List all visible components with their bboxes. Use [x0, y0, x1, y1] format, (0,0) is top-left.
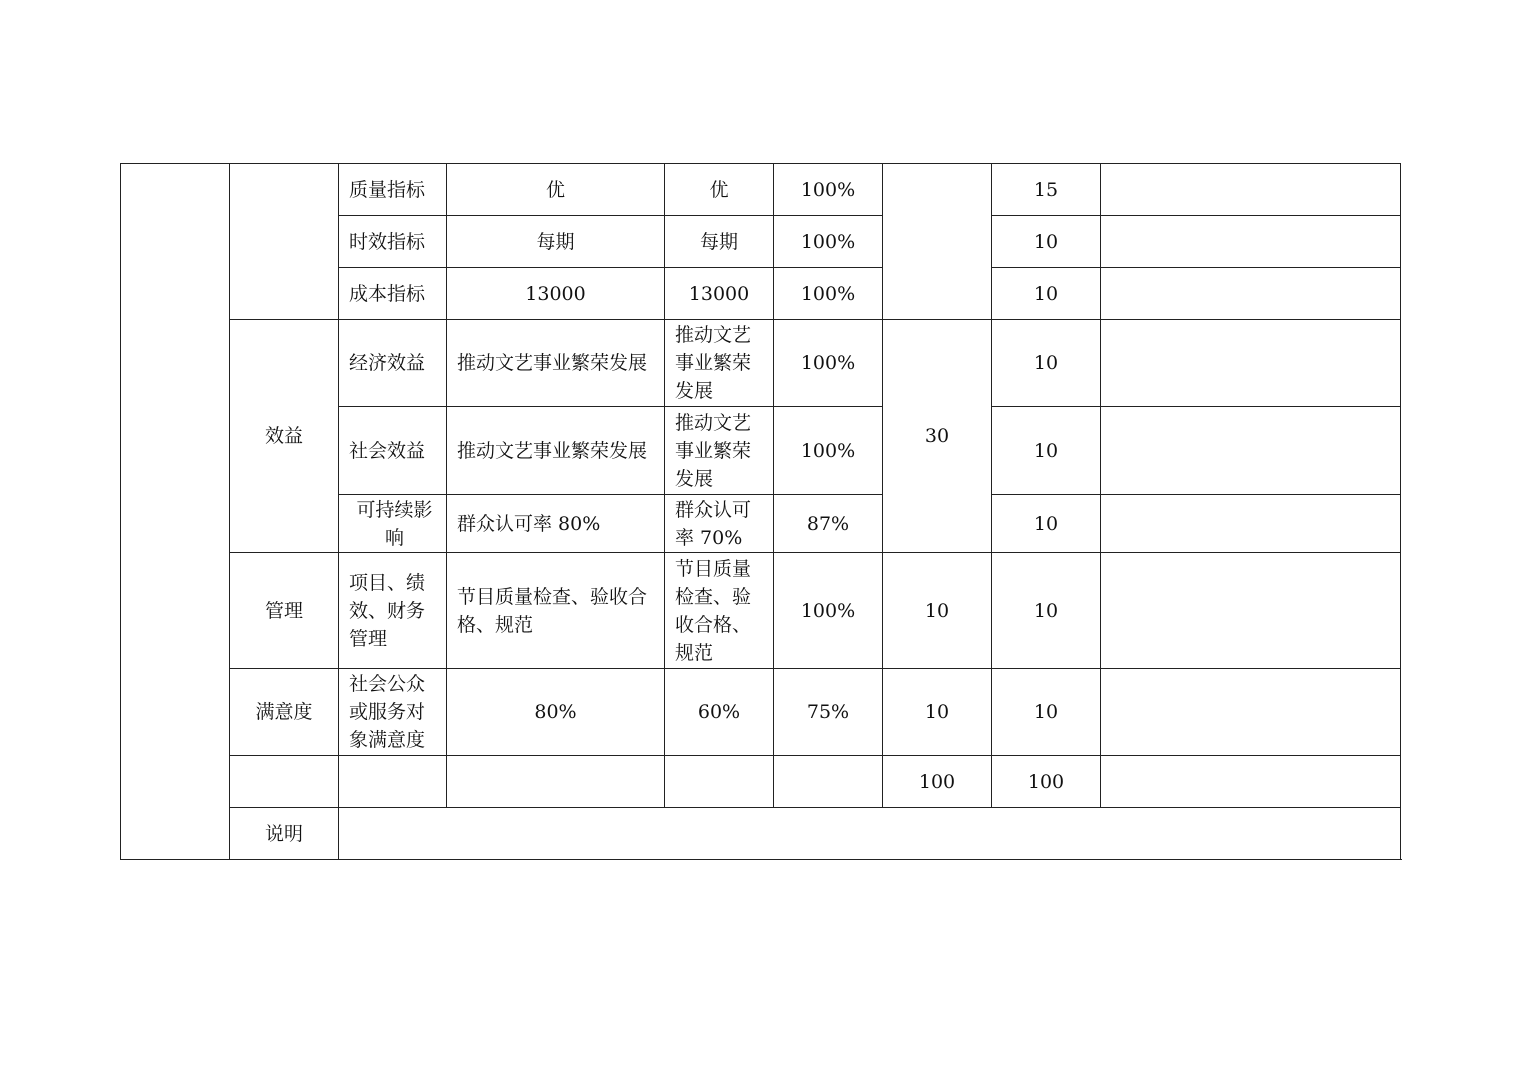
actual-cell: 13000: [665, 268, 774, 320]
weight-cell: 10: [883, 669, 992, 756]
target-cell: 节目质量检查、验收合格、规范: [447, 553, 665, 669]
weight-cell: 30: [883, 320, 992, 553]
indicator-cell: 时效指标: [339, 216, 447, 268]
empty-cell: [230, 756, 339, 808]
empty-cell: [447, 756, 665, 808]
actual-cell: 群众认可率 70%: [665, 495, 774, 553]
indicator-cell: 社会公众或服务对象满意度: [339, 669, 447, 756]
category-cell-output: [230, 164, 339, 320]
weight-cell: 10: [883, 553, 992, 669]
rate-cell: 100%: [774, 320, 883, 407]
remark-cell: [1101, 268, 1401, 320]
total-row: [121, 756, 1401, 808]
score-cell: 10: [992, 268, 1101, 320]
target-cell: 群众认可率 80%: [447, 495, 665, 553]
rate-cell: 100%: [774, 553, 883, 669]
table-row: [121, 553, 1401, 669]
actual-cell: 优: [665, 164, 774, 216]
empty-cell: [665, 756, 774, 808]
total-score-cell: 100: [992, 756, 1101, 808]
score-cell: 10: [992, 407, 1101, 495]
score-cell: 10: [992, 669, 1101, 756]
score-cell: 10: [992, 216, 1101, 268]
score-cell: 10: [992, 495, 1101, 553]
actual-cell: 推动文艺事业繁荣发展: [665, 407, 774, 495]
outer-category-cell: [121, 164, 230, 860]
score-cell: 15: [992, 164, 1101, 216]
remark-cell: [1101, 553, 1401, 669]
target-cell: 每期: [447, 216, 665, 268]
empty-cell: [339, 756, 447, 808]
target-cell: 推动文艺事业繁荣发展: [447, 320, 665, 407]
actual-cell: 推动文艺事业繁荣发展: [665, 320, 774, 407]
note-label: 说明: [230, 808, 339, 860]
target-cell: 推动文艺事业繁荣发展: [447, 407, 665, 495]
category-cell-management: 管理: [230, 553, 339, 669]
indicator-cell: 成本指标: [339, 268, 447, 320]
note-row: [121, 808, 1401, 860]
total-weight-cell: 100: [883, 756, 992, 808]
table-row: [121, 669, 1401, 756]
actual-cell: 节目质量检查、验收合格、规范: [665, 553, 774, 669]
indicator-cell: 项目、绩效、财务管理: [339, 553, 447, 669]
indicator-cell: 社会效益: [339, 407, 447, 495]
performance-evaluation-table: [120, 163, 1401, 860]
category-cell-satisfaction: 满意度: [230, 669, 339, 756]
target-cell: 13000: [447, 268, 665, 320]
remark-cell: [1101, 164, 1401, 216]
remark-cell: [1101, 669, 1401, 756]
remark-cell: [1101, 320, 1401, 407]
target-cell: 优: [447, 164, 665, 216]
category-cell-benefit: 效益: [230, 320, 339, 553]
rate-cell: 87%: [774, 495, 883, 553]
rate-cell: 100%: [774, 216, 883, 268]
weight-cell: [883, 164, 992, 320]
indicator-cell: 经济效益: [339, 320, 447, 407]
rate-cell: 100%: [774, 164, 883, 216]
indicator-cell: 可持续影响: [339, 495, 447, 553]
table-row: [121, 164, 1401, 216]
score-cell: 10: [992, 320, 1101, 407]
score-cell: 10: [992, 553, 1101, 669]
rate-cell: 100%: [774, 407, 883, 495]
rate-cell: 75%: [774, 669, 883, 756]
remark-cell: [1101, 216, 1401, 268]
rate-cell: 100%: [774, 268, 883, 320]
actual-cell: 每期: [665, 216, 774, 268]
note-content: [339, 808, 1401, 860]
empty-cell: [774, 756, 883, 808]
indicator-cell: 质量指标: [339, 164, 447, 216]
table-row: [121, 320, 1401, 407]
remark-cell: [1101, 495, 1401, 553]
actual-cell: 60%: [665, 669, 774, 756]
remark-cell: [1101, 756, 1401, 808]
remark-cell: [1101, 407, 1401, 495]
target-cell: 80%: [447, 669, 665, 756]
